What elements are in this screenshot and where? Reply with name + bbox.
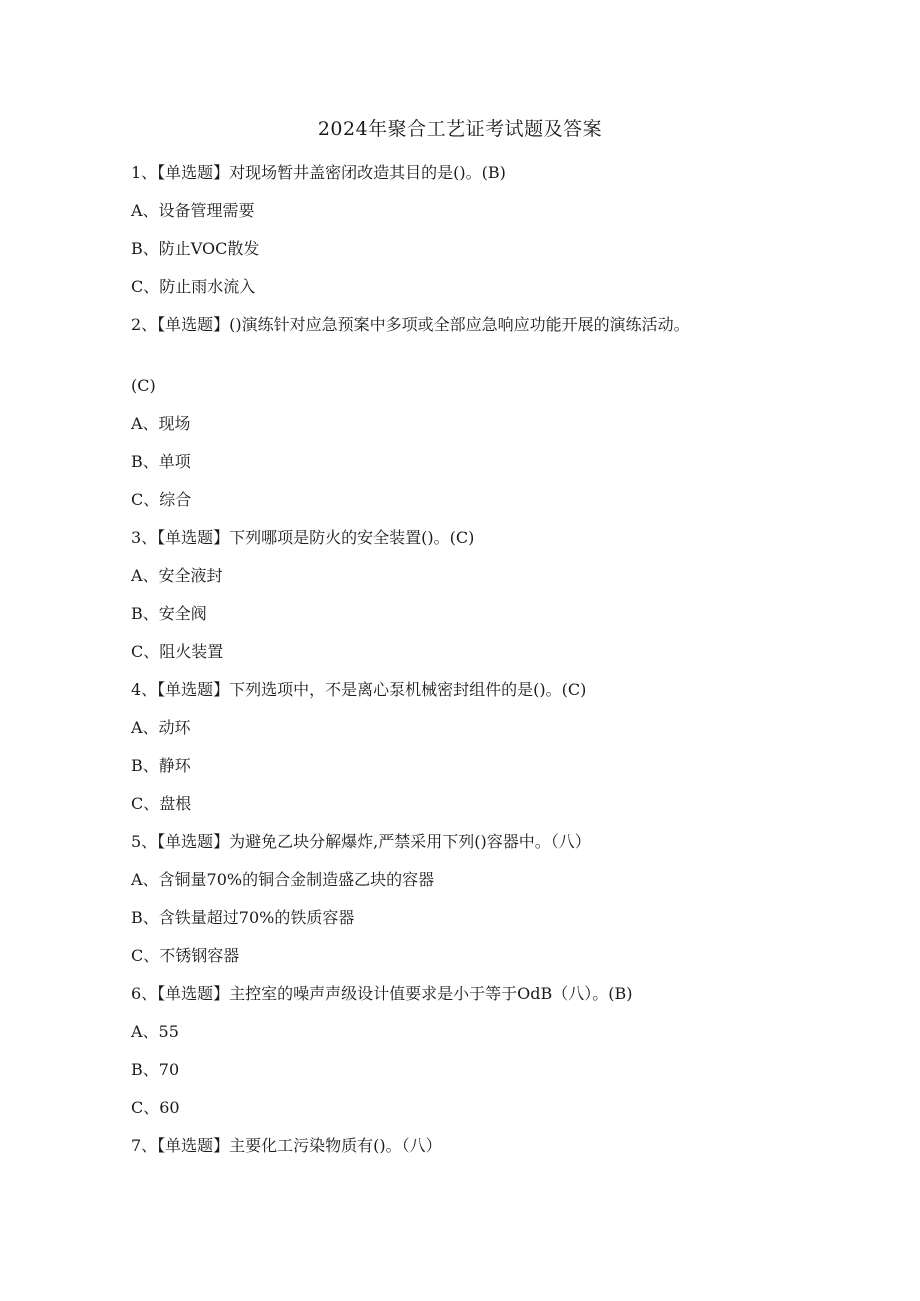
question-7: 7、【单选题】主要化工污染物质有()。（八） [131, 1136, 442, 1155]
option-2c: C、综合 [131, 490, 192, 509]
option-4c: C、盘根 [131, 794, 192, 813]
option-6c: C、60 [131, 1098, 180, 1117]
question-2-answer: (C) [131, 376, 156, 395]
option-1b: B、防止VOC散发 [131, 239, 260, 258]
option-1a: A、设备管理需要 [131, 201, 255, 220]
option-3a: A、安全液封 [131, 566, 223, 585]
question-5: 5、【单选题】为避免乙块分解爆炸,严禁采用下列()容器中。（八） [131, 832, 591, 851]
option-6a: A、55 [131, 1022, 179, 1041]
option-2b: B、单项 [131, 452, 191, 471]
question-2: 2、【单选题】()演练针对应急预案中多项或全部应急响应功能开展的演练活动。 [131, 315, 690, 334]
option-4a: A、动环 [131, 718, 191, 737]
page-title: 2024年聚合工艺证考试题及答案 [317, 118, 603, 140]
option-2a: A、现场 [131, 414, 191, 433]
option-5b: B、含铁量超过70%的铁质容器 [131, 908, 355, 927]
option-5c: C、不锈钢容器 [131, 946, 240, 965]
option-3b: B、安全阀 [131, 604, 207, 623]
option-3c: C、阻火装置 [131, 642, 224, 661]
option-6b: B、70 [131, 1060, 180, 1079]
option-1c: C、防止雨水流入 [131, 277, 256, 296]
option-5a: A、含铜量70%的铜合金制造盛乙块的容器 [131, 870, 435, 889]
question-1: 1、【单选题】对现场暂井盖密闭改造其目的是()。(B) [131, 163, 506, 182]
option-4b: B、静环 [131, 756, 191, 775]
question-6: 6、【单选题】主控室的噪声声级设计值要求是小于等于OdB（八）。(B) [131, 984, 633, 1003]
question-4: 4、【单选题】下列选项中，不是离心泵机械密封组件的是()。(C) [131, 680, 587, 699]
question-3: 3、【单选题】下列哪项是防火的安全装置()。(C) [131, 528, 475, 547]
